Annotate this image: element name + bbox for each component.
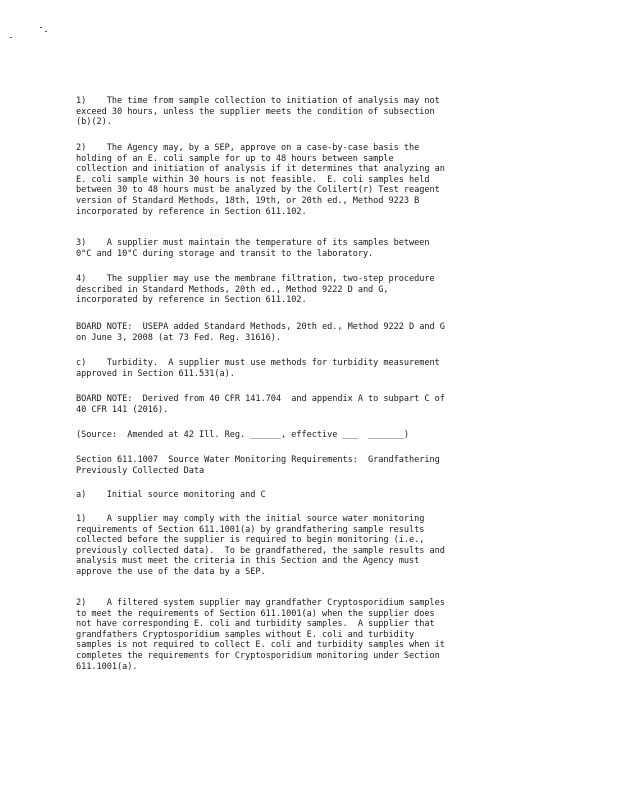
subsection-a-heading: a) Initial source monitoring and C — [76, 490, 266, 500]
paragraph-turbidity: c) Turbidity. A supplier must use methods for turbidity measurement approved in Section 611.531(a). — [76, 358, 440, 379]
paragraph-1-time-limit: 1) The time from sample collection to initiation of analysis may not exceed 30 hours, unless the supplier meets the condition of subsection (b)(2). — [76, 96, 440, 128]
source-note: (Source: Amended at 42 Ill. Reg. ______, effective ___ _______) — [76, 430, 410, 440]
paragraph-2-agency-sep: 2) The Agency may, by a SEP, approve on a case-by-case basis the holding of an E. coli sample for up to 48 hours between sample collection and initiation of analysis if it determines that analyzing an E. coli sample within 30 hours is not feasible. E. coli samples held between 30 to 48 hours must be analyzed by the Colilert(r) Test reagent version of Standard Methods, 18th, 19th, or 20th ed., Method 9223 B incorporated by reference in Section 611.102. — [76, 143, 445, 217]
scan-speck — [40, 27, 42, 28]
scan-speck — [10, 37, 12, 38]
board-note-2: BOARD NOTE: Derived from 40 CFR 141.704 and appendix A to subpart C of 40 CFR 141 (2016). — [76, 394, 445, 415]
paragraph-3-temperature: 3) A supplier must maintain the temperature of its samples between 0°C and 10°C during storage and transit to the laboratory. — [76, 238, 430, 259]
paragraph-grandfathering-2: 2) A filtered system supplier may grandfather Cryptosporidium samples to meet the requirements of Section 611.1001(a) when the supplier does not have corresponding E. coli and turbidity samples. A supplier that grandfathers Cryptosporidium samples without E. coli and turbidity samples is not required to collect E. coli and turbidity samples when it completes the requirements for Cryptosporidium monitoring under Section 611.1001(a). — [76, 598, 445, 672]
board-note-1: BOARD NOTE: USEPA added Standard Methods, 20th ed., Method 9222 D and G on June 3, 2008 (at 73 Fed. Reg. 31616). — [76, 322, 445, 343]
scan-speck — [45, 31, 47, 32]
paragraph-grandfathering-1: 1) A supplier may comply with the initial source water monitoring requirements of Section 611.1001(a) by grandfathering sample results collected before the supplier is required to begin monitoring (i.e., previously collected data). To be grandfathered, the sample results and analysis must meet the criteria in this Section and the Agency must approve the use of the data by a SEP. — [76, 514, 445, 577]
section-heading: Section 611.1007 Source Water Monitoring Requirements: Grandfathering Previously Collected Data — [76, 455, 440, 476]
paragraph-4-membrane-filtration: 4) The supplier may use the membrane filtration, two-step procedure described in Standard Methods, 20th ed., Method 9222 D and G, incorporated by reference in Section 611.102. — [76, 274, 435, 306]
